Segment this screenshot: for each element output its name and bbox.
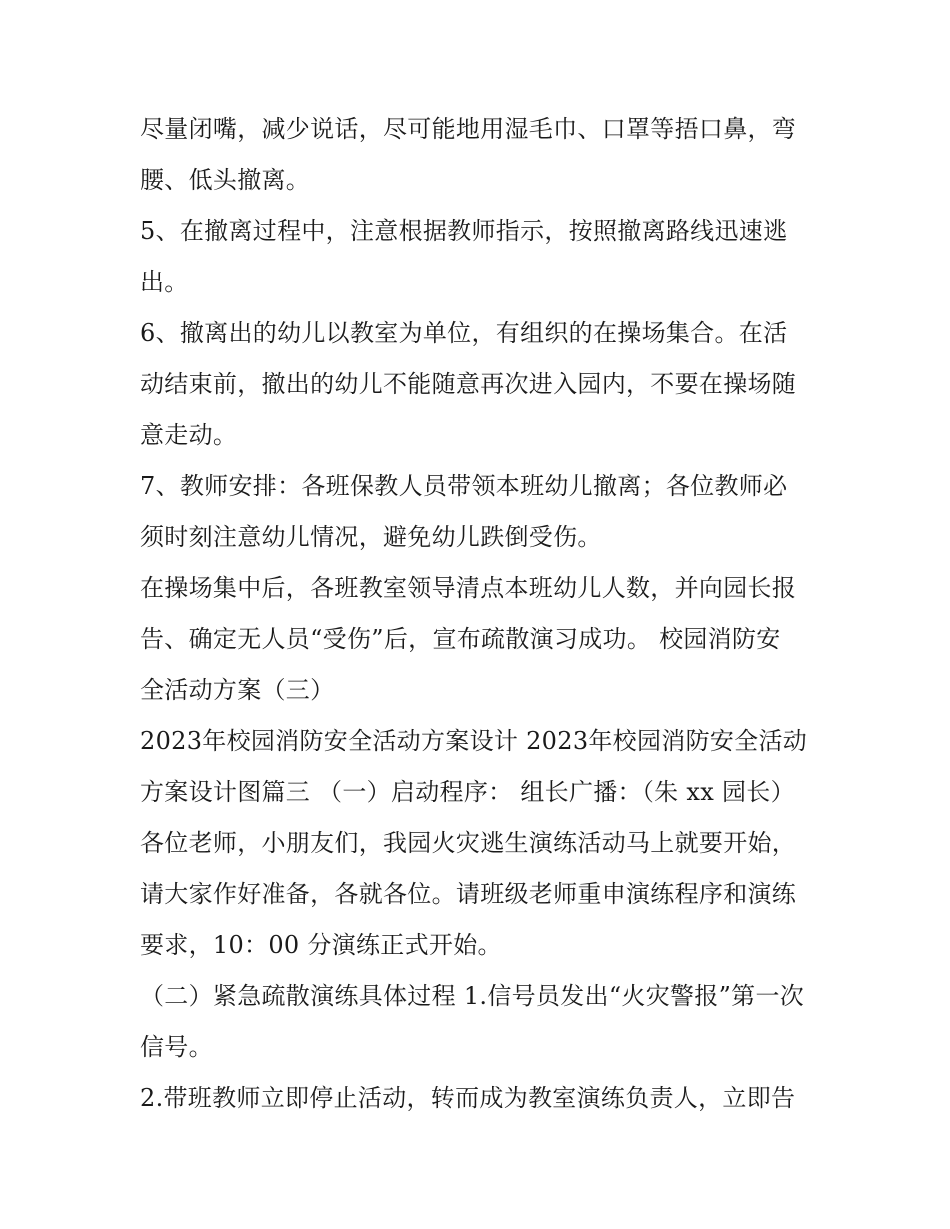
text-line: 各位老师，小朋友们，我园火灾逃生演练活动马上就要开始， — [140, 829, 797, 857]
text-line: （二）紧急疏散演练具体过程 1.信号员发出“火灾警报”第一次 — [140, 982, 805, 1010]
text-line: 在操场集中后，各班教室领导清点本班幼儿人数，并向园长报 — [140, 574, 797, 602]
text-line: 2023年校园消防安全活动方案设计 2023年校园消防安全活动 — [140, 727, 808, 755]
text-line: 意走动。 — [140, 421, 238, 449]
text-line: 要求，10：00 分演练正式开始。 — [140, 931, 502, 959]
text-line: 请大家作好准备，各就各位。请班级老师重申演练程序和演练 — [140, 880, 797, 908]
text-line: 7、教师安排：各班保教人员带领本班幼儿撤离；各位教师必 — [140, 472, 788, 500]
text-line: 信号。 — [140, 1033, 213, 1061]
text-line: 方案设计图篇三 （一）启动程序： 组长广播：（朱 xx 园长） — [140, 778, 795, 806]
text-line: 6、撤离出的幼儿以教室为单位，有组织的在操场集合。在活 — [140, 319, 788, 347]
text-line: 出。 — [140, 268, 189, 296]
text-line: 2.带班教师立即停止活动，转而成为教室演练负责人，立即告 — [140, 1084, 796, 1112]
text-line: 告、确定无人员“受伤”后，宣布疏散演习成功。 校园消防安 — [140, 625, 781, 653]
text-line: 腰、低头撤离。 — [140, 166, 311, 194]
text-line: 须时刻注意幼儿情况，避免幼儿跌倒受伤。 — [140, 523, 602, 551]
section-heading: 全活动方案（三） — [140, 676, 335, 704]
text-line: 尽量闭嘴，减少说话，尽可能地用湿毛巾、口罩等捂口鼻，弯 — [140, 115, 797, 143]
text-line: 5、在撤离过程中，注意根据教师指示，按照撤离路线迅速逃 — [140, 217, 788, 245]
text-line: 动结束前，撤出的幼儿不能随意再次进入园内，不要在操场随 — [140, 370, 797, 398]
